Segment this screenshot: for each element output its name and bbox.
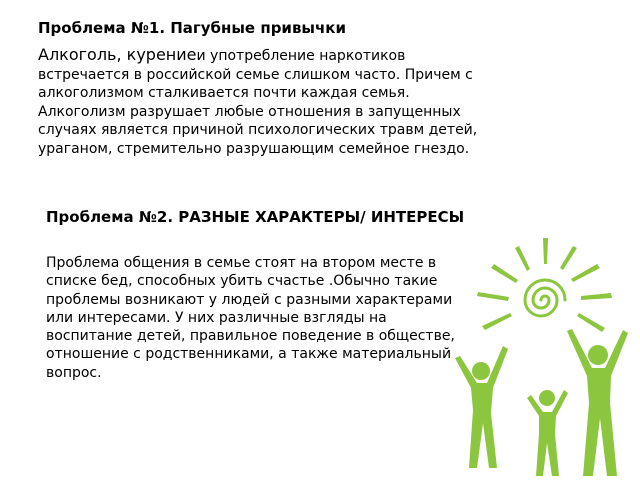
spiral-sun-icon (525, 280, 565, 316)
problem1-text (38, 46, 478, 159)
family-sun-illustration (455, 238, 635, 480)
problem1-lead: Алкоголь, курение (38, 45, 197, 64)
problem1-body: и употребление наркотиков встречается в российской семье слишком часто. Причем с алкоголизмом сталкивается почти каждая семья. Алкоголизм разрушает любые отношения в запущенных случаях является причиной психологических травм детей, ураганом, стремительно разрушающим семейное гнездо. (38, 48, 478, 157)
problem2-title: Проблема №2. РАЗНЫЕ ХАРАКТЕРЫ/ ИНТЕРЕСЫ (46, 208, 465, 226)
left-person-figure (455, 346, 508, 468)
child-figure (527, 390, 568, 476)
problem2-text: Проблема общения в семье стоят на втором месте в списке бед, способных убить счастье .Обычно такие проблемы возникают у людей с разными характерами или интересами. У них различные взгляды на воспитание детей, правильное поведение в обществе, отношение с родственниками, а также материальный вопрос. (46, 255, 455, 381)
sun-rays (477, 238, 612, 332)
problem1-title: Проблема №1. Пагубные привычки (38, 19, 346, 37)
right-person-figure (567, 329, 628, 476)
